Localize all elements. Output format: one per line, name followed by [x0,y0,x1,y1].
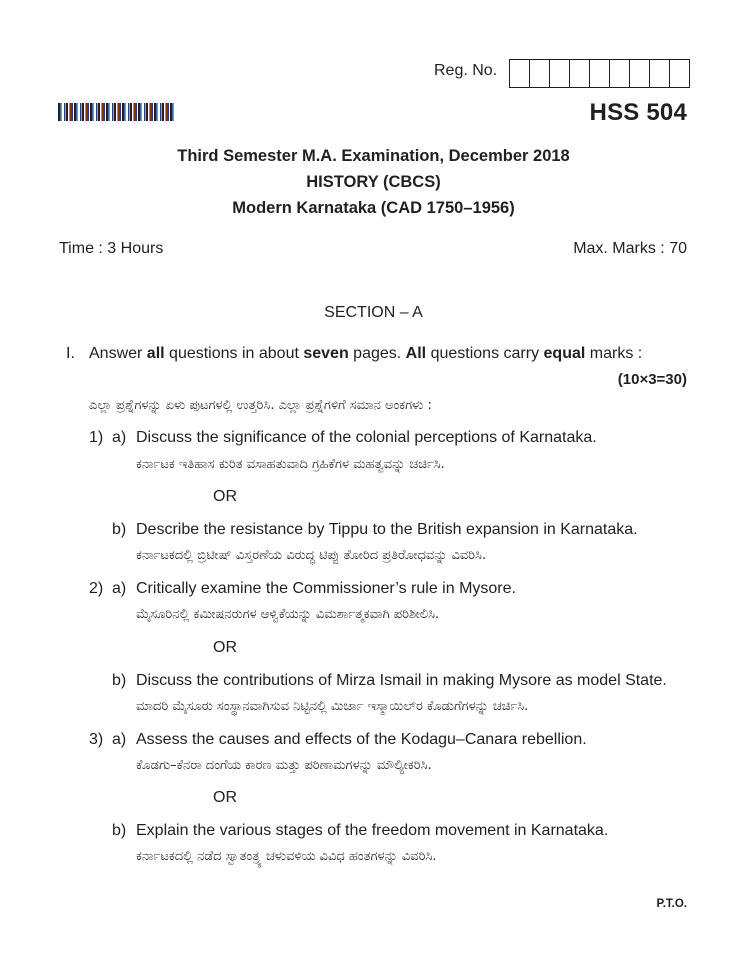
reg-no-box [650,60,670,87]
option-label: a) [112,429,127,446]
question-text: Critically examine the Commissioner’s rule in Mysore. [136,580,516,597]
question-text: Explain the various stages of the freedom movement in Karnataka. [136,822,609,839]
marks-breakdown: (10×3=30) [617,371,687,388]
question-text: Describe the resistance by Tippu to the British expansion in Karnataka. [136,521,638,538]
subject-title: HISTORY (CBCS) [306,173,441,191]
question-number: 1) [89,429,104,446]
exam-title: Third Semester M.A. Examination, December 2018 [177,147,570,165]
question-text: Discuss the contributions of Mirza Ismail in making Mysore as model State. [136,672,667,689]
option-label: b) [112,822,127,839]
question-text-kannada: ಮೈಸೂರಿನಲ್ಲಿ ಕಮೀಷನರುಗಳ ಆಳ್ವಿಕೆಯನ್ನು ವಿಮರ್ಶಾತ್ಮಕವಾಗಿ ಪರಿಶೀಲಿಸಿ. [136,607,440,622]
option-label: b) [112,672,127,689]
barcode-icon [58,103,174,121]
reg-no-box [630,60,650,87]
reg-no-box [510,60,530,87]
or-divider: OR [213,789,237,806]
question-text-kannada: ಮಾದರಿ ಮೈಸೂರು ಸಂಸ್ಥಾನವಾಗಿಸುವ ನಿಟ್ಟಿನಲ್ಲಿ ಮಿರ್ಜಾ ಇಸ್ಮಾಯಿಲ್‌ರ ಕೊಡುಗೆಗಳನ್ನು ಚರ್ಚಿಸಿ. [136,699,529,714]
reg-no-box [550,60,570,87]
reg-no-box [590,60,610,87]
reg-no-box [570,60,590,87]
or-divider: OR [213,488,237,505]
paper-code: HSS 504 [589,99,687,126]
reg-no-box [530,60,550,87]
instruction-kannada: ಎಲ್ಲಾ ಪ್ರಶ್ನೆಗಳನ್ನು ಏಳು ಪುಟಗಳಲ್ಲಿ ಉತ್ತರಿಸಿ. ಎಲ್ಲಾ ಪ್ರಶ್ನೆಗಳಿಗೆ ಸಮಾನ ಅಂಕಗಳು : [89,398,432,413]
reg-no-box [670,60,689,87]
option-label: a) [112,731,127,748]
time-allowed: Time : 3 Hours [59,240,164,257]
question-text-kannada: ಕೊಡಗು–ಕೆನರಾ ದಂಗೆಯ ಕಾರಣ ಮತ್ತು ಪರಿಣಾಮಗಳನ್ನು ಮೌಲ್ಯೀಕರಿಸಿ. [136,758,432,773]
question-text-kannada: ಕರ್ನಾಟಕದಲ್ಲಿ ಬ್ರಿಟೀಷ್ ವಿಸ್ತರಣೆಯ ವಿರುದ್ಧ ಟಿಪ್ಪು ತೋರಿದ ಪ್ರತಿರೋಧವನ್ನು ವಿವರಿಸಿ. [136,548,487,563]
or-divider: OR [213,639,237,656]
question-text: Discuss the significance of the colonial perceptions of Karnataka. [136,429,597,446]
instruction-text: Answer all questions in about seven pages. All questions carry equal marks : [89,345,643,362]
option-label: b) [112,521,127,538]
question-text-kannada: ಕರ್ನಾಟಕದಲ್ಲಿ ನಡೆದ ಸ್ವಾತಂತ್ರ್ಯ ಚಳುವಳಿಯ ವಿವಿಧ ಹಂತಗಳನ್ನು ವಿವರಿಸಿ. [136,849,437,864]
question-number: 2) [89,580,104,597]
reg-no-boxes [509,59,690,88]
reg-no-label: Reg. No. [434,62,498,79]
section-instruction [66,345,642,363]
option-label: a) [112,580,127,597]
section-heading: SECTION – A [324,304,423,321]
reg-no-box [610,60,630,87]
question-text-kannada: ಕರ್ನಾಟಕ ಇತಿಹಾಸ ಕುರಿತ ವಸಾಹತುವಾದಿ ಗ್ರಹಿಕೆಗಳ ಮಹತ್ವವನ್ನು ಚರ್ಚಿಸಿ. [136,457,445,472]
question-number: 3) [89,731,104,748]
please-turn-over: P.T.O. [656,898,687,910]
instruction-number: I. [66,345,75,362]
paper-title: Modern Karnataka (CAD 1750–1956) [232,199,515,217]
question-text: Assess the causes and effects of the Kodagu–Canara rebellion. [136,731,587,748]
max-marks: Max. Marks : 70 [573,240,687,257]
